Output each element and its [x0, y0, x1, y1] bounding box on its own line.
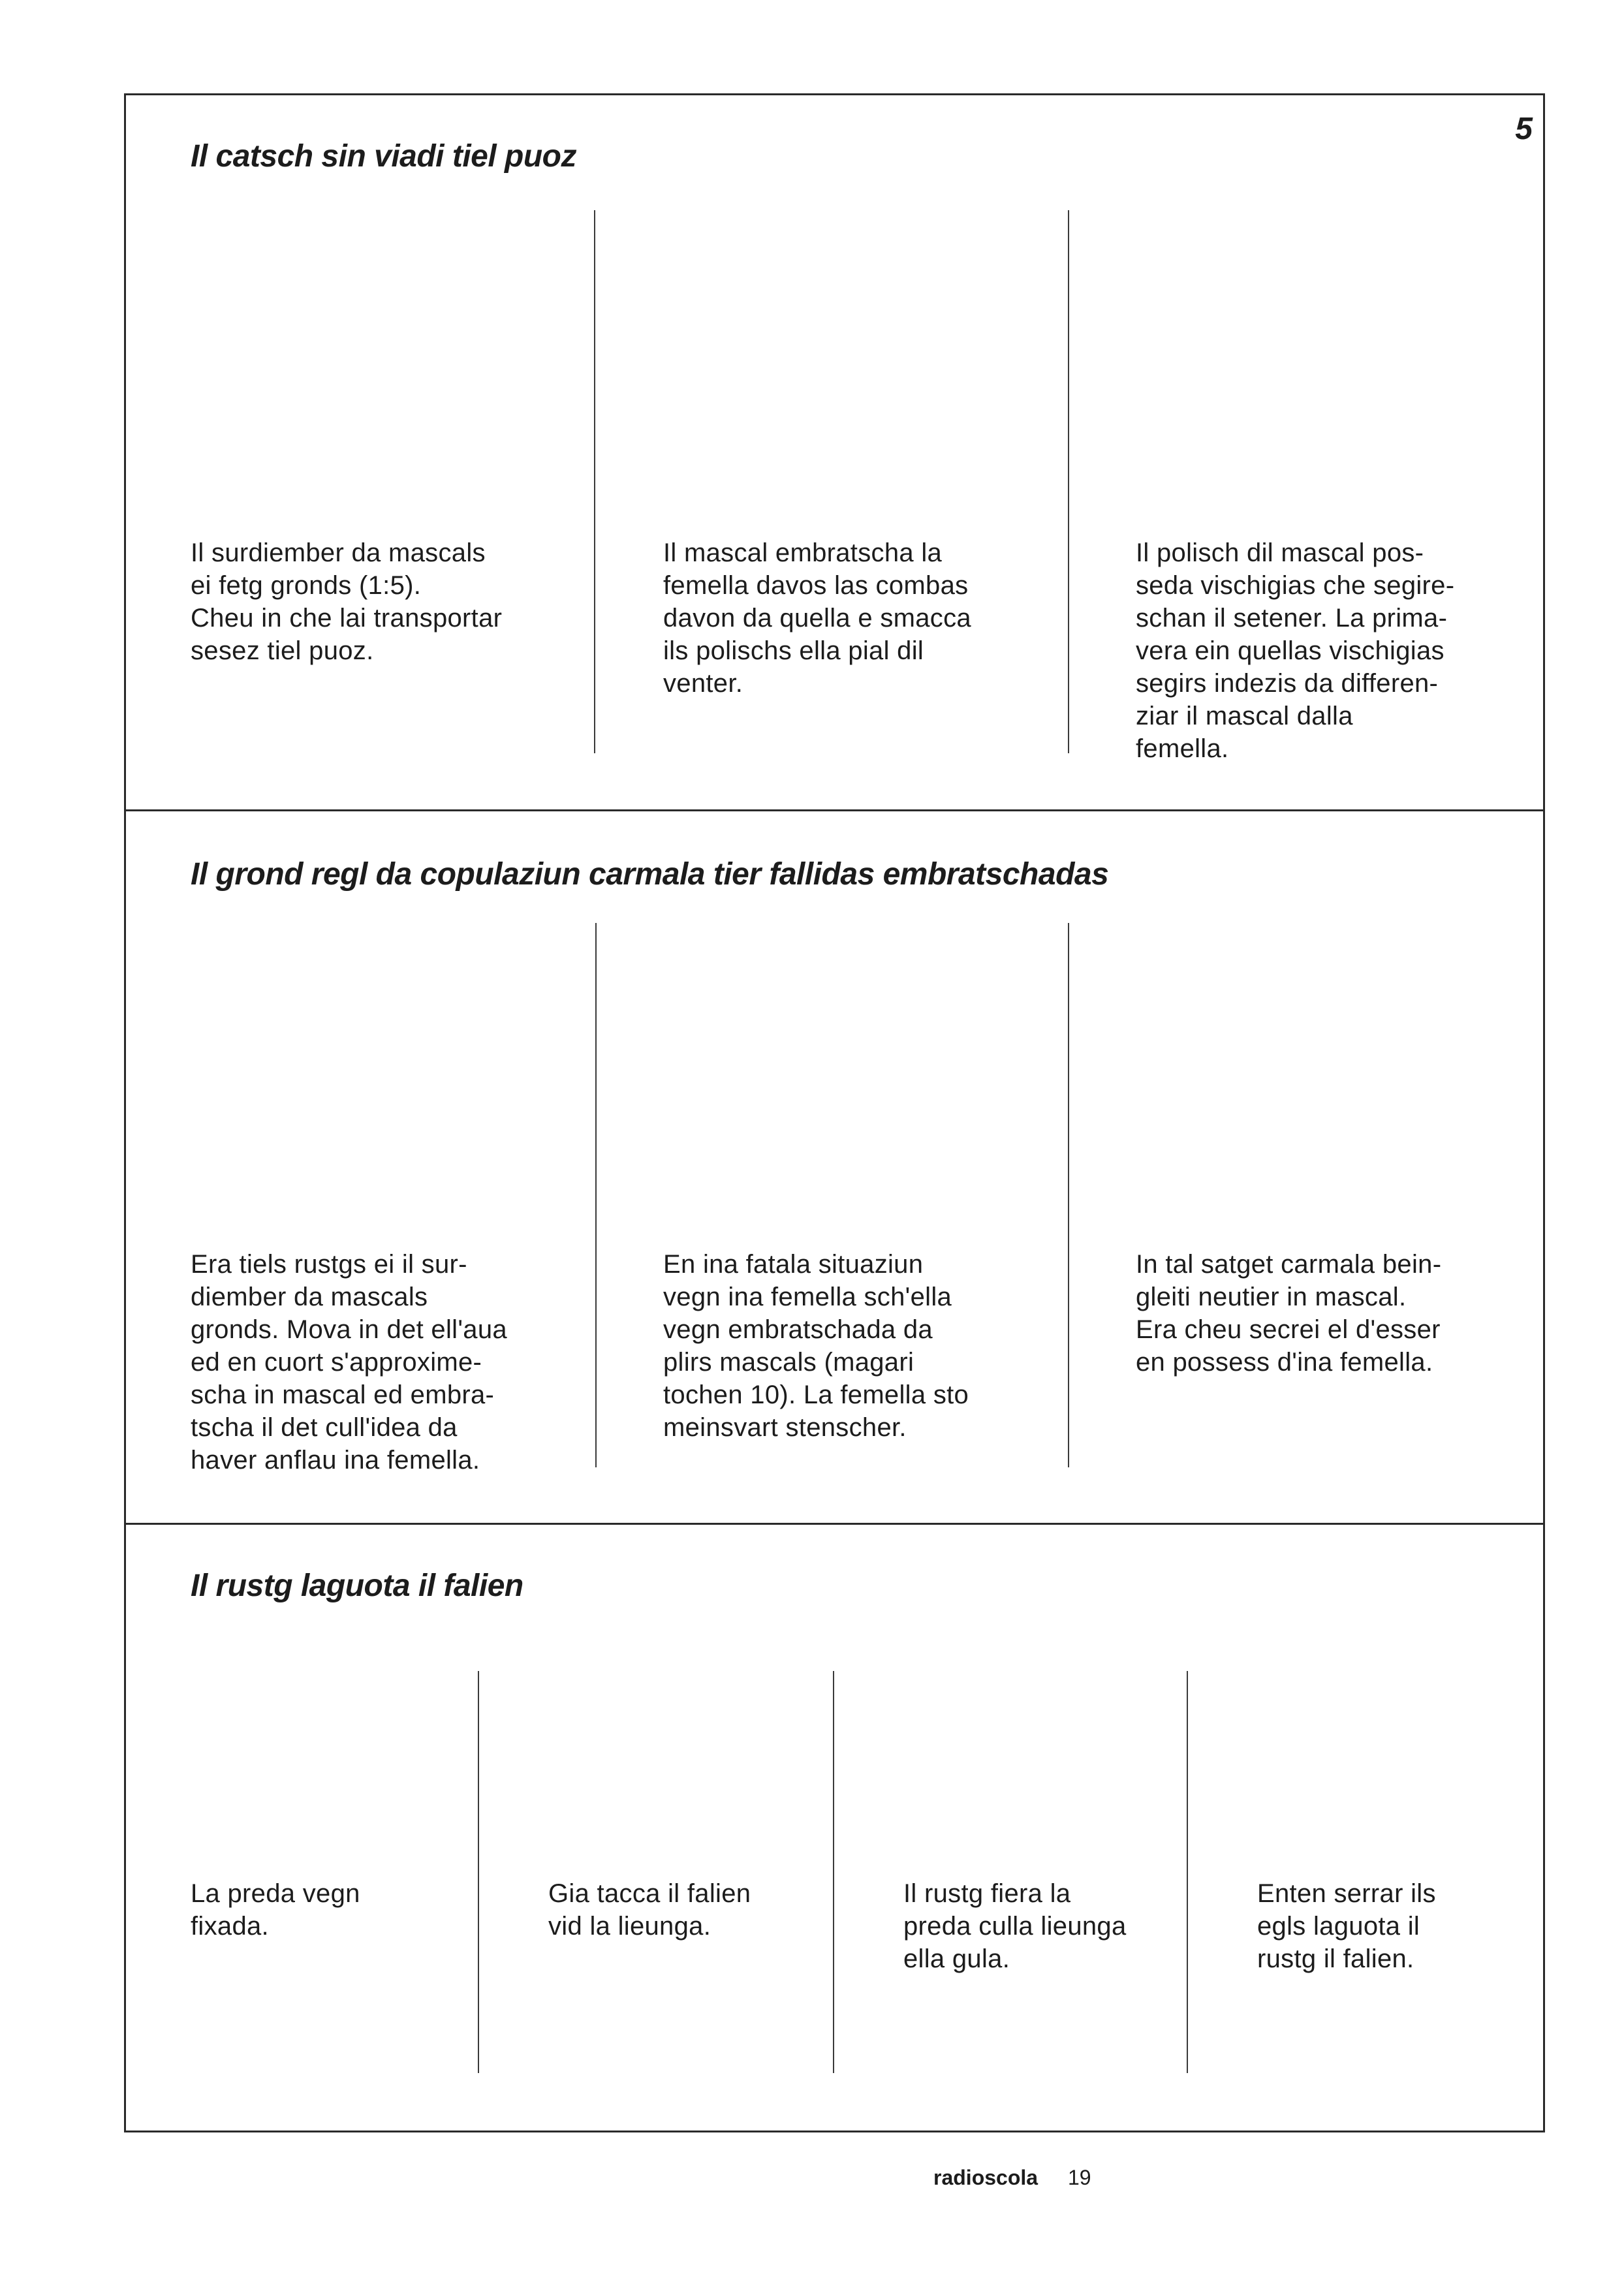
footer-brand: radioscola [933, 2166, 1038, 2189]
column-divider [595, 923, 597, 1467]
caption-3-2: Gia tacca il falien vid la lieunga. [548, 1879, 751, 1941]
caption-1-2: Il mascal embratscha la femella davos las combas davon da quella e smacca ils polischs ella pial dil venter. [663, 539, 971, 698]
caption-2-2: En ina fatala situaziun vegn ina femella sch'ella vegn embratschada da plirs mascals (magari tochen 10). La femella sto meinsvart stenscher. [663, 1250, 969, 1442]
footer-page-number: 19 [1068, 2166, 1091, 2189]
column-divider [833, 1671, 834, 2073]
section-title-1: Il catsch sin viadi tiel puoz [191, 139, 576, 174]
caption-2-1: Era tiels rustgs ei il sur- diember da mascals gronds. Mova in det ell'aua ed en cuort s'approxime- scha in mascal ed embra- tscha il det cull'idea da haver anflau ina femella. [191, 1250, 507, 1475]
column-divider [1068, 923, 1069, 1467]
section-divider [124, 1523, 1545, 1525]
column-divider [1068, 210, 1069, 753]
page-frame [124, 93, 1545, 2132]
page-number: 5 [1515, 112, 1533, 146]
column-divider [478, 1671, 479, 2073]
caption-1-3: Il polisch dil mascal pos- seda vischigias che segire- schan il setener. La prima- vera ein quellas vischigias segirs indezis da differen- ziar il mascal dalla femella. [1136, 539, 1455, 763]
caption-1-1: Il surdiember da mascals ei fetg gronds (1:5). Cheu in che lai transportar sesez tiel puoz. [191, 539, 503, 665]
column-divider [594, 210, 595, 753]
section-divider [124, 809, 1545, 811]
section-title-2: Il grond regl da copulaziun carmala tier fallidas embratschadas [191, 857, 1109, 892]
caption-3-3: Il rustg fiera la preda culla lieunga ella gula. [903, 1879, 1127, 1973]
column-divider [1187, 1671, 1188, 2073]
caption-2-3: In tal satget carmala bein- gleiti neutier in mascal. Era cheu secrei el d'esser en possess d'ina femella. [1136, 1250, 1442, 1377]
section-title-3: Il rustg laguota il falien [191, 1569, 523, 1603]
caption-3-4: Enten serrar ils egls laguota il rustg il falien. [1257, 1879, 1436, 1973]
caption-3-1: La preda vegn fixada. [191, 1879, 360, 1941]
